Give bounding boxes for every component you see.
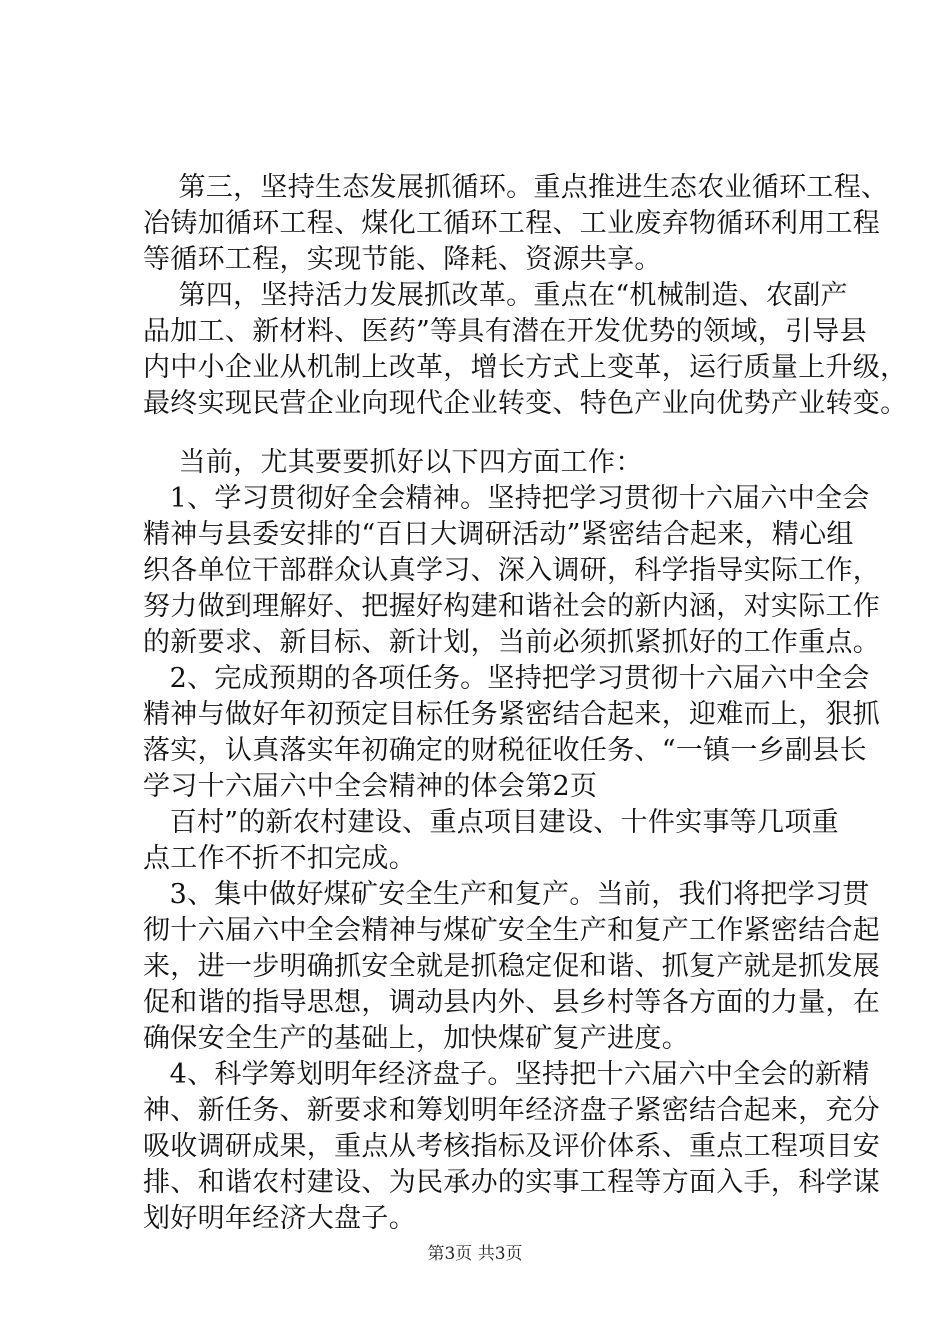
body-line: 的新要求、新目标、新计划，当前必须抓紧抓好的工作重点。 — [143, 627, 881, 658]
body-line: 品加工、新材料、医药”等具有潜在开发优势的领域，引导县 — [143, 316, 867, 347]
body-line: 冶铸加循环工程、煤化工循环工程、工业废弃物循环利用工程 — [143, 208, 881, 239]
body-line: 4、科学筹划明年经济盘子。坚持把十六届六中全会的新精 — [143, 1059, 870, 1090]
body-line: 彻十六届六中全会精神与煤矿安全生产和复产工作紧密结合起 — [143, 915, 881, 946]
body-line: 精神与做好年初预定目标任务紧密结合起来，迎难而上，狠抓 — [143, 699, 881, 730]
body-line: 1、学习贯彻好全会精神。坚持把学习贯彻十六届六中全会 — [143, 483, 870, 514]
body-line: 第四，坚持活力发展抓改革。重点在“机械制造、农副产 — [143, 280, 848, 311]
body-line: 排、和谐农村建设、为民承办的实事工程等方面入手，科学谋 — [143, 1167, 881, 1198]
body-line: 当前，尤其要要抓好以下四方面工作： — [143, 447, 643, 478]
body-line: 促和谐的指导思想，调动县内外、县乡村等各方面的力量，在 — [143, 987, 881, 1018]
body-line: 吸收调研成果，重点从考核指标及评价体系、重点工程项目安 — [143, 1131, 881, 1162]
body-line: 3、集中做好煤矿安全生产和复产。当前，我们将把学习贯 — [143, 879, 870, 910]
body-line: 努力做到理解好、把握好构建和谐社会的新内涵，对实际工作 — [143, 591, 881, 622]
body-line: 神、新任务、新要求和筹划明年经济盘子紧密结合起来，充分 — [143, 1095, 881, 1126]
body-line: 等循环工程，实现节能、降耗、资源共享。 — [143, 244, 662, 275]
page-footer: 第3页 共3页 — [427, 1244, 523, 1264]
body-line: 确保安全生产的基础上，加快煤矿复产进度。 — [143, 1023, 689, 1054]
body-line: 来，进一步明确抓安全就是抓稳定促和谐、抓复产就是抓发展 — [143, 951, 881, 982]
body-line: 织各单位干部群众认真学习、深入调研，科学指导实际工作， — [143, 555, 881, 586]
page-marker-line: 学习十六届六中全会精神的体会第2页 — [143, 771, 598, 802]
body-line: 百村”的新农村建设、重点项目建设、十件实事等几项重 — [143, 807, 839, 838]
body-line: 内中小企业从机制上改革，增长方式上变革，运行质量上升级， — [143, 352, 908, 383]
body-line: 最终实现民营企业向现代企业转变、特色产业向优势产业转变。 — [143, 388, 908, 419]
body-line: 点工作不折不扣完成。 — [143, 843, 416, 874]
body-line: 第三，坚持生态发展抓循环。重点推进生态农业循环工程、 — [143, 172, 889, 203]
body-line: 2、完成预期的各项任务。坚持把学习贯彻十六届六中全会 — [143, 663, 870, 694]
body-line: 划好明年经济大盘子。 — [143, 1203, 416, 1234]
body-line: 落实，认真落实年初确定的财税征收任务、“一镇一乡副县长 — [143, 735, 867, 766]
body-line: 精神与县委安排的“百日大调研活动”紧密结合起来，精心组 — [143, 519, 854, 550]
